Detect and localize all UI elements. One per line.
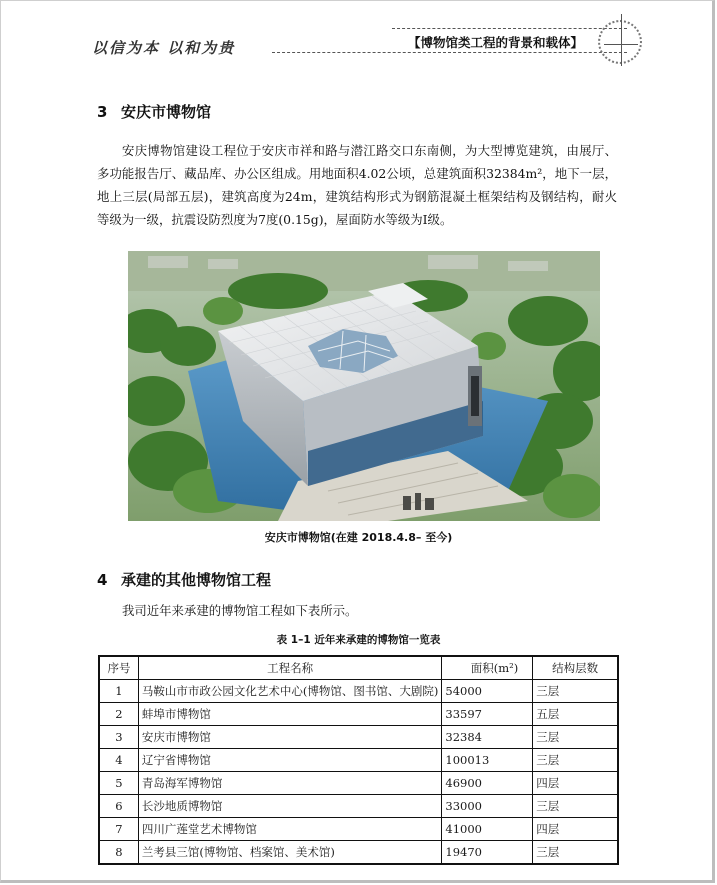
cell-name: 安庆市博物馆 (138, 726, 441, 749)
cell-floors: 三层 (533, 726, 618, 749)
table-row (99, 703, 618, 726)
table-row (99, 680, 618, 703)
cell-no: 5 (99, 772, 138, 795)
cell-no: 3 (99, 726, 138, 749)
table-row (99, 726, 618, 749)
cell-floors: 五层 (533, 703, 618, 726)
cell-area: 32384 (442, 726, 533, 749)
cell-no: 2 (99, 703, 138, 726)
museum-projects-table (98, 655, 619, 865)
table-row (99, 749, 618, 772)
cell-area: 19470 (442, 841, 533, 865)
cell-area: 54000 (442, 680, 533, 703)
museum-photo (128, 251, 600, 521)
table-row (99, 795, 618, 818)
table-row (99, 772, 618, 795)
cell-floors: 四层 (533, 772, 618, 795)
cell-area: 46900 (442, 772, 533, 795)
cell-floors: 四层 (533, 818, 618, 841)
column-header-floors: 结构层数 (533, 656, 618, 680)
cell-no: 1 (99, 680, 138, 703)
column-header-name: 工程名称 (138, 656, 441, 680)
table-row (99, 841, 618, 865)
cell-no: 4 (99, 749, 138, 772)
header-title: 【博物馆类工程的背景和载体】 (408, 35, 584, 50)
cell-name: 蚌埠市博物馆 (138, 703, 441, 726)
column-header-area: 面积(m²) (442, 656, 533, 680)
section-4-title: 承建的其他博物馆工程 (121, 571, 272, 589)
museum-rendering (128, 251, 600, 521)
cell-no: 7 (99, 818, 138, 841)
section-3-body: 安庆博物馆建设工程位于安庆市祥和路与潜江路交口东南侧，为大型博览建筑，由展厅、多功能报告厅、藏品库、办公区组成。用地面积4.02公顷，总建筑面积32384m²，地下一层，地上三层(局部五层)，建筑高度为24m，建筑结构形式为钢筋混凝土框架结构及钢结构，耐火等级为一级，抗震设防烈度为7度(0.15g)，屋面防水等级为Ⅰ级。 (97, 143, 617, 227)
cell-name: 兰考县三馆(博物馆、档案馆、美术馆) (138, 841, 441, 865)
table-header-row (99, 656, 618, 680)
cell-name: 辽宁省博物馆 (138, 749, 441, 772)
cell-floors: 三层 (533, 749, 618, 772)
cell-name: 长沙地质博物馆 (138, 795, 441, 818)
header-decoration-circle (598, 20, 642, 64)
cell-area: 100013 (442, 749, 533, 772)
cell-area: 33000 (442, 795, 533, 818)
header-decoration-line-vertical (621, 14, 622, 66)
section-4-heading (97, 569, 271, 590)
table-row (99, 818, 618, 841)
header-motto: 以信为本 以和为贵 (92, 39, 236, 57)
cell-name: 四川广莲堂艺术博物馆 (138, 818, 441, 841)
cell-no: 8 (99, 841, 138, 865)
section-3-title: 安庆市博物馆 (121, 103, 212, 121)
header-rule (272, 52, 627, 53)
cell-name: 马鞍山市市政公园文化艺术中心(博物馆、图书馆、大剧院) (138, 680, 441, 703)
section-3-heading (97, 101, 211, 122)
section-4-intro: 我司近年来承建的博物馆工程如下表所示。 (122, 603, 358, 618)
header-top-rule (392, 28, 627, 29)
cell-no: 6 (99, 795, 138, 818)
cell-area: 33597 (442, 703, 533, 726)
cell-floors: 三层 (533, 680, 618, 703)
header-decoration-line-horizontal (604, 44, 638, 45)
cell-name: 青岛海军博物馆 (138, 772, 441, 795)
cell-floors: 三层 (533, 795, 618, 818)
cell-floors: 三层 (533, 841, 618, 865)
cell-area: 41000 (442, 818, 533, 841)
table-title: 表 1–1 近年来承建的博物馆一览表 (276, 634, 441, 646)
column-header-no: 序号 (99, 656, 138, 680)
photo-caption: 安庆市博物馆(在建 2018.4.8– 至今) (264, 531, 453, 544)
section-4-number: 4 (97, 571, 108, 589)
section-3-number: 3 (97, 103, 108, 121)
